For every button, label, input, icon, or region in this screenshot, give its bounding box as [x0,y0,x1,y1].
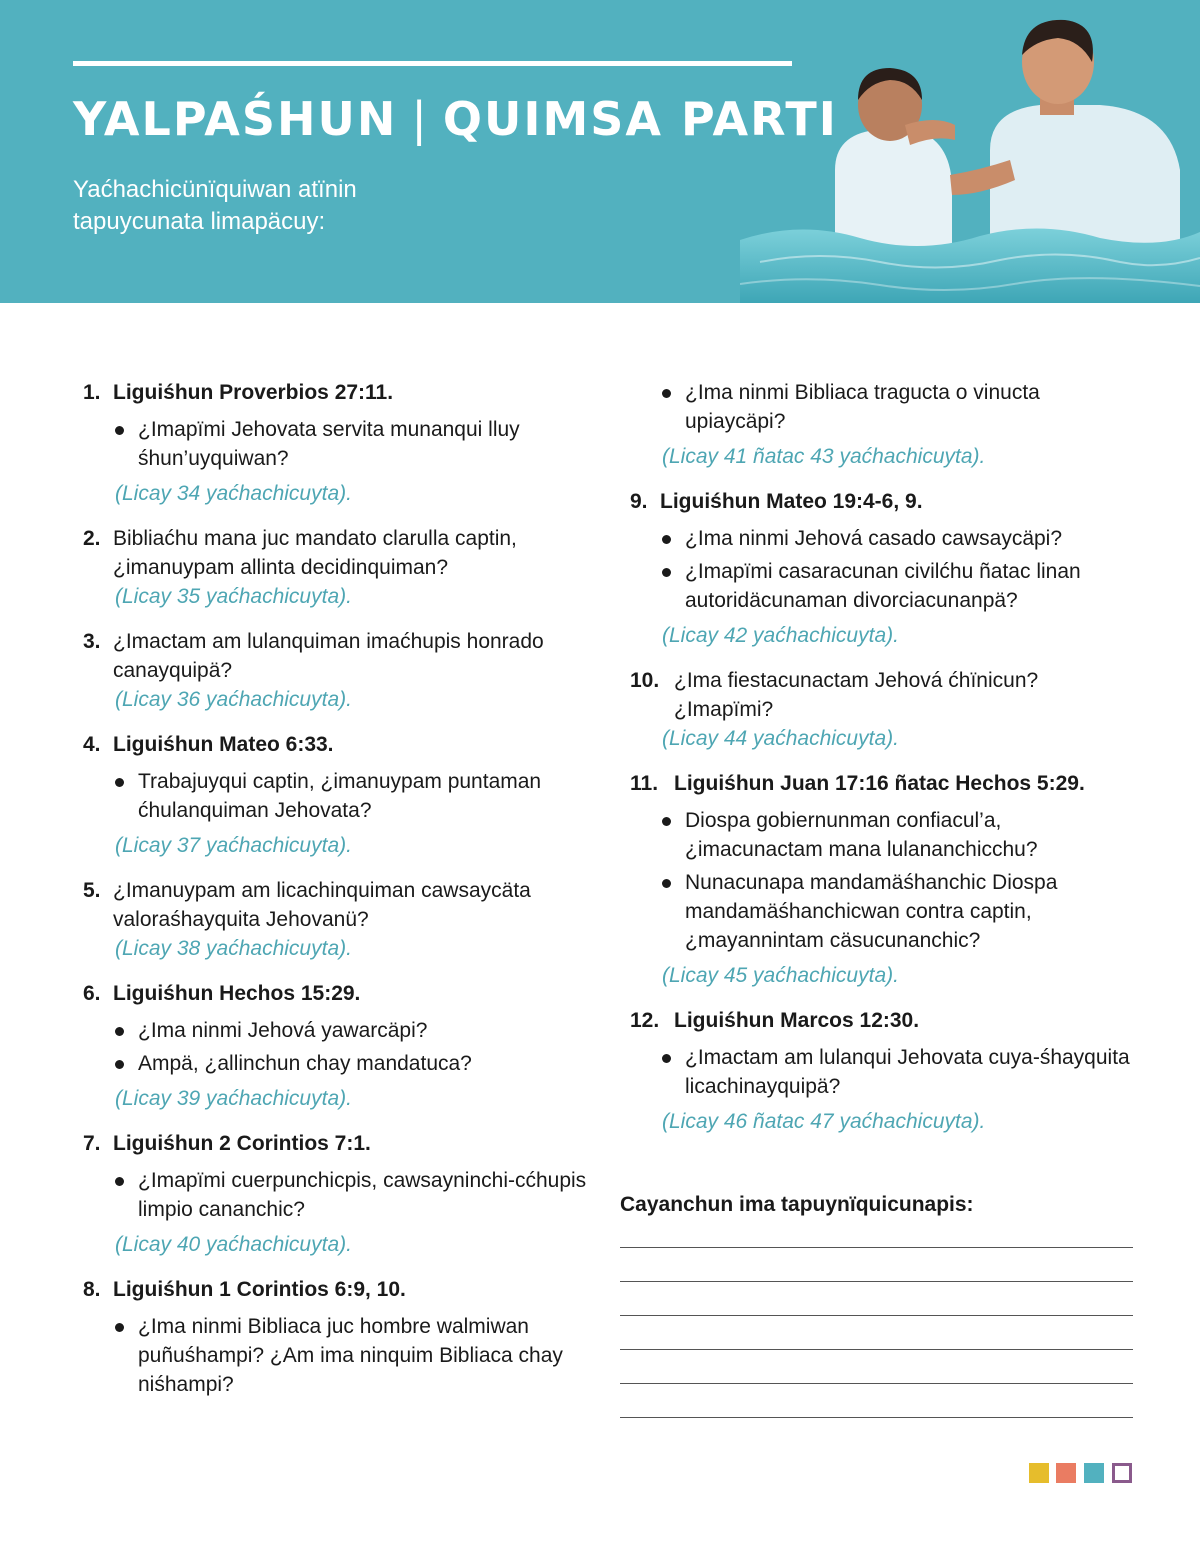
bullet-item: Nunacunapa mandamäśhanchic Diospa mandamäśhanchicwan contra captin, ¿mayannintam cäsucunanchic? [662,868,1135,955]
question-number: 1. [83,381,101,404]
question-heading [630,769,1135,798]
question-bullets [83,1016,603,1078]
question-item [83,730,603,860]
question-number: 3. [83,630,101,653]
question-number: 9. [630,490,648,513]
note-line [620,1315,1133,1316]
question-text: ¿Ima fiestacunactam Jehová ćhïnicun? ¿Imapïmi? [674,669,1039,721]
question-bullets [83,1166,603,1224]
bullet-item: ¿Ima ninmi Bibliaca tragucta o vinucta upiaycäpi? [662,378,1135,436]
title-right: QUIMSA PARTI [442,92,838,146]
question-item [83,876,603,963]
question-item [83,1275,603,1399]
question-number: 4. [83,733,101,756]
question-bullets [630,1043,1135,1101]
question-heading [83,627,603,685]
question-continuation [630,378,1135,471]
question-bullets [83,1312,603,1399]
question-item [83,378,603,508]
question-item [630,1006,1135,1136]
question-text: Liguiśhun 2 Corintios 7:1. [113,1132,371,1155]
question-text: Liguiśhun Hechos 15:29. [113,982,361,1005]
question-text: Liguiśhun Juan 17:16 ñatac Hechos 5:29. [674,772,1085,795]
question-heading [83,730,603,759]
note-line [620,1247,1133,1248]
question-heading [83,979,603,1008]
bullet-item: Ampä, ¿allinchun chay mandatuca? [115,1049,603,1078]
question-bullets [630,378,1135,436]
title-separator: | [411,92,429,146]
bullet-item: Diospa gobiernunman confiacul’a, ¿imacunactam mana lulananchicchu? [662,806,1135,864]
lesson-reference: (Licay 46 ñatac 47 yaćhachicuyta). [662,1110,986,1133]
decor-square-yellow [1029,1463,1049,1483]
question-heading [630,1006,1135,1035]
question-heading [83,1129,603,1158]
bullet-item: ¿Ima ninmi Jehová casado cawsaycäpi? [662,524,1135,553]
question-text: Bibliaćhu mana juc mandato clarulla captin, ¿imanuypam allinta decidinquiman? [113,527,517,579]
question-item [83,1129,603,1259]
notes-title: Cayanchun ima tapuynïquicunapis: [620,1193,974,1216]
decor-square-teal [1084,1463,1104,1483]
question-bullets [83,767,603,825]
question-number: 10. [630,669,660,692]
question-number: 5. [83,879,101,902]
note-line [620,1383,1133,1384]
bullet-item: Trabajuyqui captin, ¿imanuypam puntaman ćhulanquiman Jehovata? [115,767,603,825]
bullet-item: ¿Imactam am lulanqui Jehovata cuya-śhayquita licachinayquipä? [662,1043,1135,1101]
bullet-item: ¿Ima ninmi Jehová yawarcäpi? [115,1016,603,1045]
title-left: YALPAŚHUN [73,92,398,146]
question-text: ¿Imactam am lulanquiman imaćhupis honrado canayquipä? [113,630,544,682]
lesson-reference: (Licay 36 yaćhachicuyta). [115,688,352,711]
lesson-reference: (Licay 34 yaćhachicuyta). [115,482,352,505]
note-line [620,1281,1133,1282]
questions-left-column [83,378,603,1415]
question-item [83,627,603,714]
lesson-reference: (Licay 39 yaćhachicuyta). [115,1087,352,1110]
page-subtitle: Yaćhachicünïquiwan atïnin tapuycunata limapäcuy: [73,176,357,235]
question-text: ¿Imanuypam am licachinquiman cawsaycäta valoraśhayquita Jehovanü? [113,879,531,931]
lesson-reference: (Licay 44 yaćhachicuyta). [662,727,899,750]
baptism-illustration [740,0,1200,303]
note-line [620,1417,1133,1418]
question-text: Liguiśhun Mateo 19:4-6, 9. [660,490,923,513]
question-number: 2. [83,527,101,550]
lesson-reference: (Licay 35 yaćhachicuyta). [115,585,352,608]
question-bullets [630,524,1135,615]
question-bullets [83,415,603,473]
lesson-reference: (Licay 41 ñatac 43 yaćhachicuyta). [662,445,986,468]
question-item [630,487,1135,650]
question-item [83,979,603,1113]
bullet-item: ¿Imapïmi cuerpunchicpis, cawsayninchi-cćhupis limpio cananchic? [115,1166,603,1224]
questions-right-column [630,378,1135,1152]
question-item [630,769,1135,990]
question-number: 6. [83,982,101,1005]
decor-square-orange [1056,1463,1076,1483]
question-heading [83,1275,603,1304]
bullet-item: ¿Imapïmi Jehovata servita munanqui lluy śhun’uyquiwan? [115,415,603,473]
lesson-reference: (Licay 37 yaćhachicuyta). [115,834,352,857]
header-rule [73,61,792,66]
question-text: Liguiśhun Mateo 6:33. [113,733,334,756]
question-text: Liguiśhun Marcos 12:30. [674,1009,920,1032]
question-text: Liguiśhun 1 Corintios 6:9, 10. [113,1278,406,1301]
bullet-item: ¿Imapïmi casaracunan civilćhu ñatac linan autoridäcunaman divorciacunanpä? [662,557,1135,615]
question-number: 11. [630,772,659,795]
lesson-reference: (Licay 42 yaćhachicuyta). [662,624,899,647]
page-title [73,92,838,146]
question-heading [630,487,1135,516]
question-bullets [630,806,1135,955]
question-number: 8. [83,1278,101,1301]
question-heading [630,666,1135,724]
question-heading [83,524,603,582]
question-heading [83,378,603,407]
decor-square-purple-outline [1112,1463,1132,1483]
question-text: Liguiśhun Proverbios 27:11. [113,381,394,404]
note-line [620,1349,1133,1350]
question-number: 12. [630,1009,660,1032]
lesson-reference: (Licay 40 yaćhachicuyta). [115,1233,352,1256]
lesson-reference: (Licay 45 yaćhachicuyta). [662,964,899,987]
question-heading [83,876,603,934]
lesson-reference: (Licay 38 yaćhachicuyta). [115,937,352,960]
question-item [630,666,1135,753]
bullet-item: ¿Ima ninmi Bibliaca juc hombre walmiwan puñuśhampi? ¿Am ima ninquim Bibliaca chay niśhampi? [115,1312,603,1399]
header-banner [0,0,1200,303]
question-number: 7. [83,1132,101,1155]
question-item [83,524,603,611]
